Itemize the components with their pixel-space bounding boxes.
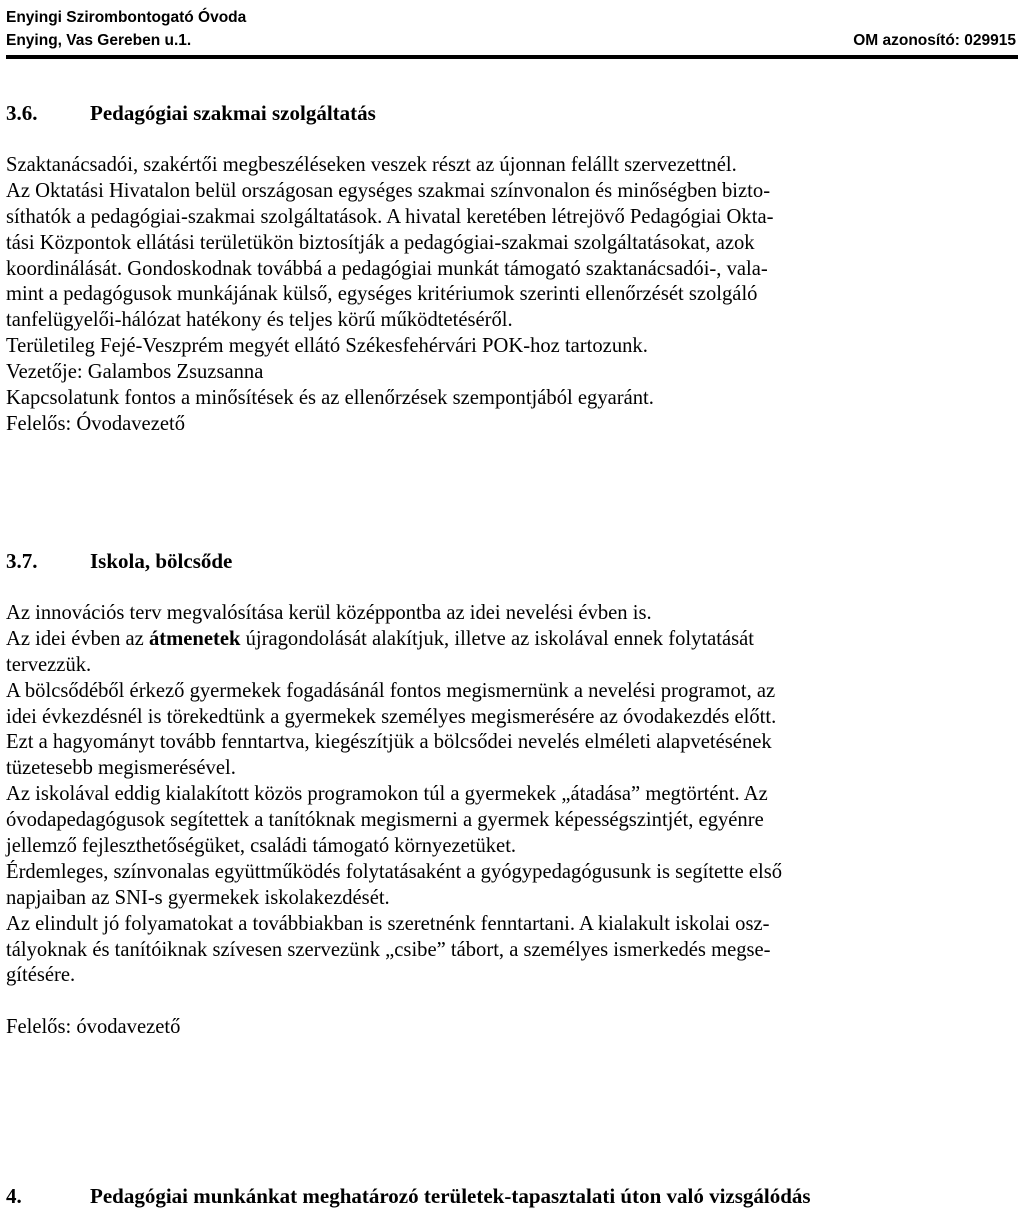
section-number: 4. [6,1184,22,1208]
paragraph-line: síthatók a pedagógiai-szakmai szolgáltatások. A hivatal keretében létrejövő Pedagógiai Okta- [6,205,774,228]
line-text: Az idei évben az [6,627,149,650]
emphasized-term: átmenetek [148,627,241,650]
institution-address: Enying, Vas Gereben u.1. [6,32,192,49]
paragraph-line: óvodapedagógusok segítettek a tanítóknak megismerni a gyermek képességszintjét, egyénre [6,809,764,832]
section-title: Pedagógiai munkánkat meghatározó területek-tapasztalati úton való vizsgálódás [90,1184,811,1208]
paragraph-line: tási Központok ellátási területükön biztosítják a pedagógiai-szakmai szolgáltatásokat, azok [6,231,755,254]
section-3-7-responsible [6,1015,1016,1041]
responsible-line: Felelős: óvodavezető [6,1016,181,1038]
paragraph-line: koordinálását. Gondoskodnak továbbá a pedagógiai munkát támogató szaktanácsadói-, vala- [6,257,768,280]
section-title: Pedagógiai szakmai szolgáltatás [90,101,376,125]
paragraph-line: Az Oktatási Hivatalon belül országosan egységes szakmai színvonalon és minőségben bizto- [6,179,771,202]
section-3-6-heading [6,101,376,125]
paragraph-line: Az innovációs terv megvalósítása kerül középpontba az idei nevelési évben is. [6,602,652,624]
paragraph-line: mint a pedagógusok munkájának külső, egységes kritériumok szerinti ellenőrzését szolgáló [6,283,758,306]
responsible-line: Felelős: Óvodavezető [6,412,185,435]
paragraph-line: Az elindult jó folyamatokat a továbbiakban is szeretnénk fenntartani. A kialakult iskolai osz- [6,912,770,935]
paragraph-line: Az iskolával eddig kialakított közös programokon túl a gyermekek „átadása” megtörtént. Az [6,783,768,806]
paragraph-line: tanfelügyelői-hálózat hatékony és teljes körű működtetéséről. [6,309,513,332]
paragraph-line: Ezt a hagyományt tovább fenntartva, kiegészítjük a bölcsődei nevelés elméleti alapvetésének [6,731,772,754]
section-3-6-body [6,153,1016,438]
section-number: 3.7. [6,549,38,573]
paragraph-line: tervezzük. [6,653,92,676]
paragraph-line: A bölcsődéből érkező gyermekek fogadásánál fontos megismernünk a nevelési programot, az [6,679,776,702]
paragraph-line: idei évkezdésnél is törekedtünk a gyermekek személyes megismerésére az óvodakezdés előtt. [6,705,777,728]
paragraph-line: jellemző fejleszthetőségüket, családi támogató környezetüket. [6,835,517,858]
paragraph-line [6,627,1016,653]
section-4-heading [6,1184,811,1208]
paragraph-line: gítésére. [6,964,76,987]
section-number: 3.6. [6,101,38,125]
line-text: újragondolását alakítjuk, illetve az iskolával ennek folytatását [240,627,754,650]
om-identifier: OM azonosító: 029915 [853,32,1016,49]
paragraph-line: napjaiban az SNI-s gyermekek iskolakezdését. [6,886,390,909]
paragraph-line: Vezetője: Galambos Zsuzsanna [6,361,264,384]
header-divider [6,55,1018,59]
paragraph-line: Területileg Fejé-Veszprém megyét ellátó Székesfehérvári POK-hoz tartozunk. [6,335,648,358]
institution-name: Enyingi Szirombontogató Óvoda [6,9,247,26]
section-3-7-heading [6,549,232,573]
paragraph-line: Érdemleges, színvonalas együttműködés folytatásaként a gyógypedagógusunk is segítette első [6,860,783,883]
paragraph-line: tályoknak és tanítóiknak szívesen szervezünk „csibe” tábort, a személyes ismerkedés megse- [6,938,771,961]
paragraph-line: Szaktanácsadói, szakértői megbeszéléseken veszek részt az újonnan felállt szervezettnél. [6,154,737,176]
paragraph-line: Kapcsolatunk fontos a minősítések és az ellenőrzések szempontjából egyaránt. [6,387,654,410]
section-3-7-body [6,601,1016,989]
section-title: Iskola, bölcsőde [90,549,233,573]
paragraph-line: tüzetesebb megismerésével. [6,757,236,780]
